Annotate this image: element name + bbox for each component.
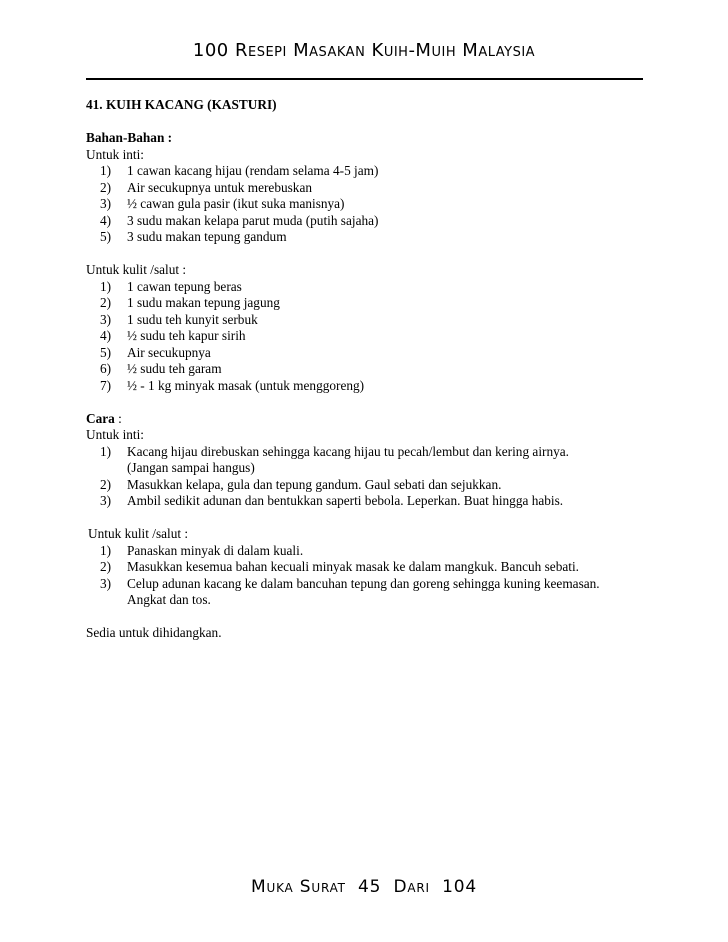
list-item-text: Air secukupnya bbox=[127, 344, 211, 360]
list-item-text: ½ - 1 kg minyak masak (untuk menggoreng) bbox=[127, 377, 365, 393]
list-item bbox=[86, 345, 666, 362]
list-item-text: 1 sudu makan tepung jagung bbox=[127, 295, 280, 310]
list-item bbox=[86, 328, 666, 345]
list-item-text: 1 sudu teh kunyit serbuk bbox=[127, 311, 258, 327]
list-item bbox=[86, 180, 666, 197]
footer-total-pages: 104 bbox=[442, 877, 477, 897]
header-divider bbox=[86, 78, 643, 80]
method-heading: Cara : bbox=[86, 410, 122, 426]
list-item bbox=[86, 559, 666, 576]
list-item-continuation: (Jangan sampai hangus) bbox=[127, 460, 255, 475]
footer-label: Muka Surat bbox=[251, 877, 346, 897]
list-item bbox=[86, 493, 666, 510]
list-item-text: 1 cawan kacang hijau (rendam selama 4-5 jam) bbox=[127, 163, 379, 178]
list-item-text: 3 sudu makan kelapa parut muda (putih sajaha) bbox=[127, 212, 379, 228]
list-item bbox=[86, 477, 666, 494]
list-item bbox=[86, 378, 666, 395]
list-item bbox=[86, 312, 666, 329]
list-item-text: 1 cawan tepung beras bbox=[127, 278, 242, 294]
list-item bbox=[86, 444, 666, 477]
list-item-number: 3) bbox=[100, 311, 112, 327]
list-item-number: 3) bbox=[100, 196, 112, 211]
list-item-text: Panaskan minyak di dalam kuali. bbox=[127, 542, 304, 558]
list-item-number: 1) bbox=[100, 163, 112, 178]
list-item-number: 2) bbox=[100, 476, 112, 492]
list-item-text: Ambil sedikit adunan dan bentukkan saperti bebola. Leperkan. Buat hingga habis. bbox=[127, 493, 564, 508]
list-item bbox=[86, 163, 666, 180]
method-kulit-label: Untuk kulit /salut : bbox=[88, 526, 189, 541]
list-item-text: Celup adunan kacang ke dalam bancuhan tepung dan goreng sehingga kuning keemasan. bbox=[127, 575, 600, 591]
method-inti-steps bbox=[86, 444, 666, 510]
list-item-number: 2) bbox=[100, 559, 112, 574]
list-item bbox=[86, 295, 666, 312]
inti-ingredient-list bbox=[86, 163, 666, 246]
list-item-text: Kacang hijau direbuskan sehingga kacang hijau tu pecah/lembut dan kering airnya. bbox=[127, 443, 569, 459]
list-item-number: 4) bbox=[100, 328, 112, 343]
list-item-text: Air secukupnya untuk merebuskan bbox=[127, 179, 313, 195]
list-item-number: 3) bbox=[100, 493, 112, 508]
recipe-title: 41. KUIH KACANG (KASTURI) bbox=[86, 97, 277, 112]
list-item-text: Masukkan kesemua bahan kecuali minyak masak ke dalam mangkuk. Bancuh sebati. bbox=[127, 559, 579, 574]
list-item-number: 7) bbox=[100, 377, 112, 393]
page-footer bbox=[0, 877, 728, 897]
list-item bbox=[86, 229, 666, 246]
inti-label: Untuk inti: bbox=[86, 146, 144, 162]
method-inti-label: Untuk inti: bbox=[86, 427, 144, 442]
list-item bbox=[86, 543, 666, 560]
list-item-number: 1) bbox=[100, 542, 112, 558]
list-item-number: 2) bbox=[100, 295, 112, 310]
list-item-text: ½ cawan gula pasir (ikut suka manisnya) bbox=[127, 196, 345, 211]
list-item-number: 5) bbox=[100, 229, 112, 244]
recipe-content bbox=[86, 97, 666, 642]
list-item bbox=[86, 213, 666, 230]
list-item-text: ½ sudu teh garam bbox=[127, 361, 222, 376]
list-item bbox=[86, 361, 666, 378]
list-item-number: 4) bbox=[100, 212, 112, 228]
list-item-number: 1) bbox=[100, 278, 112, 294]
list-item-number: 5) bbox=[100, 344, 112, 360]
ingredients-heading: Bahan-Bahan : bbox=[86, 130, 173, 145]
list-item bbox=[86, 279, 666, 296]
list-item-continuation: Angkat dan tos. bbox=[127, 592, 211, 607]
page-header-title: 100 Resepi Masakan Kuih-Muih Malaysia bbox=[192, 40, 536, 61]
kulit-label: Untuk kulit /salut : bbox=[86, 262, 187, 277]
list-item-text: ½ sudu teh kapur sirih bbox=[127, 328, 246, 343]
list-item-number: 3) bbox=[100, 575, 112, 591]
list-item-text: 3 sudu makan tepung gandum bbox=[127, 229, 287, 244]
kulit-ingredient-list bbox=[86, 279, 666, 395]
list-item-number: 6) bbox=[100, 361, 112, 376]
list-item-number: 2) bbox=[100, 179, 112, 195]
list-item bbox=[86, 576, 666, 609]
list-item-number: 1) bbox=[100, 443, 112, 459]
list-item bbox=[86, 196, 666, 213]
closing-note: Sedia untuk dihidangkan. bbox=[86, 625, 222, 640]
footer-of: Dari bbox=[393, 877, 430, 897]
footer-page-number: 45 bbox=[358, 877, 382, 897]
list-item-text: Masukkan kelapa, gula dan tepung gandum. Gaul sebati dan sejukkan. bbox=[127, 476, 502, 492]
method-kulit-steps bbox=[86, 543, 666, 609]
